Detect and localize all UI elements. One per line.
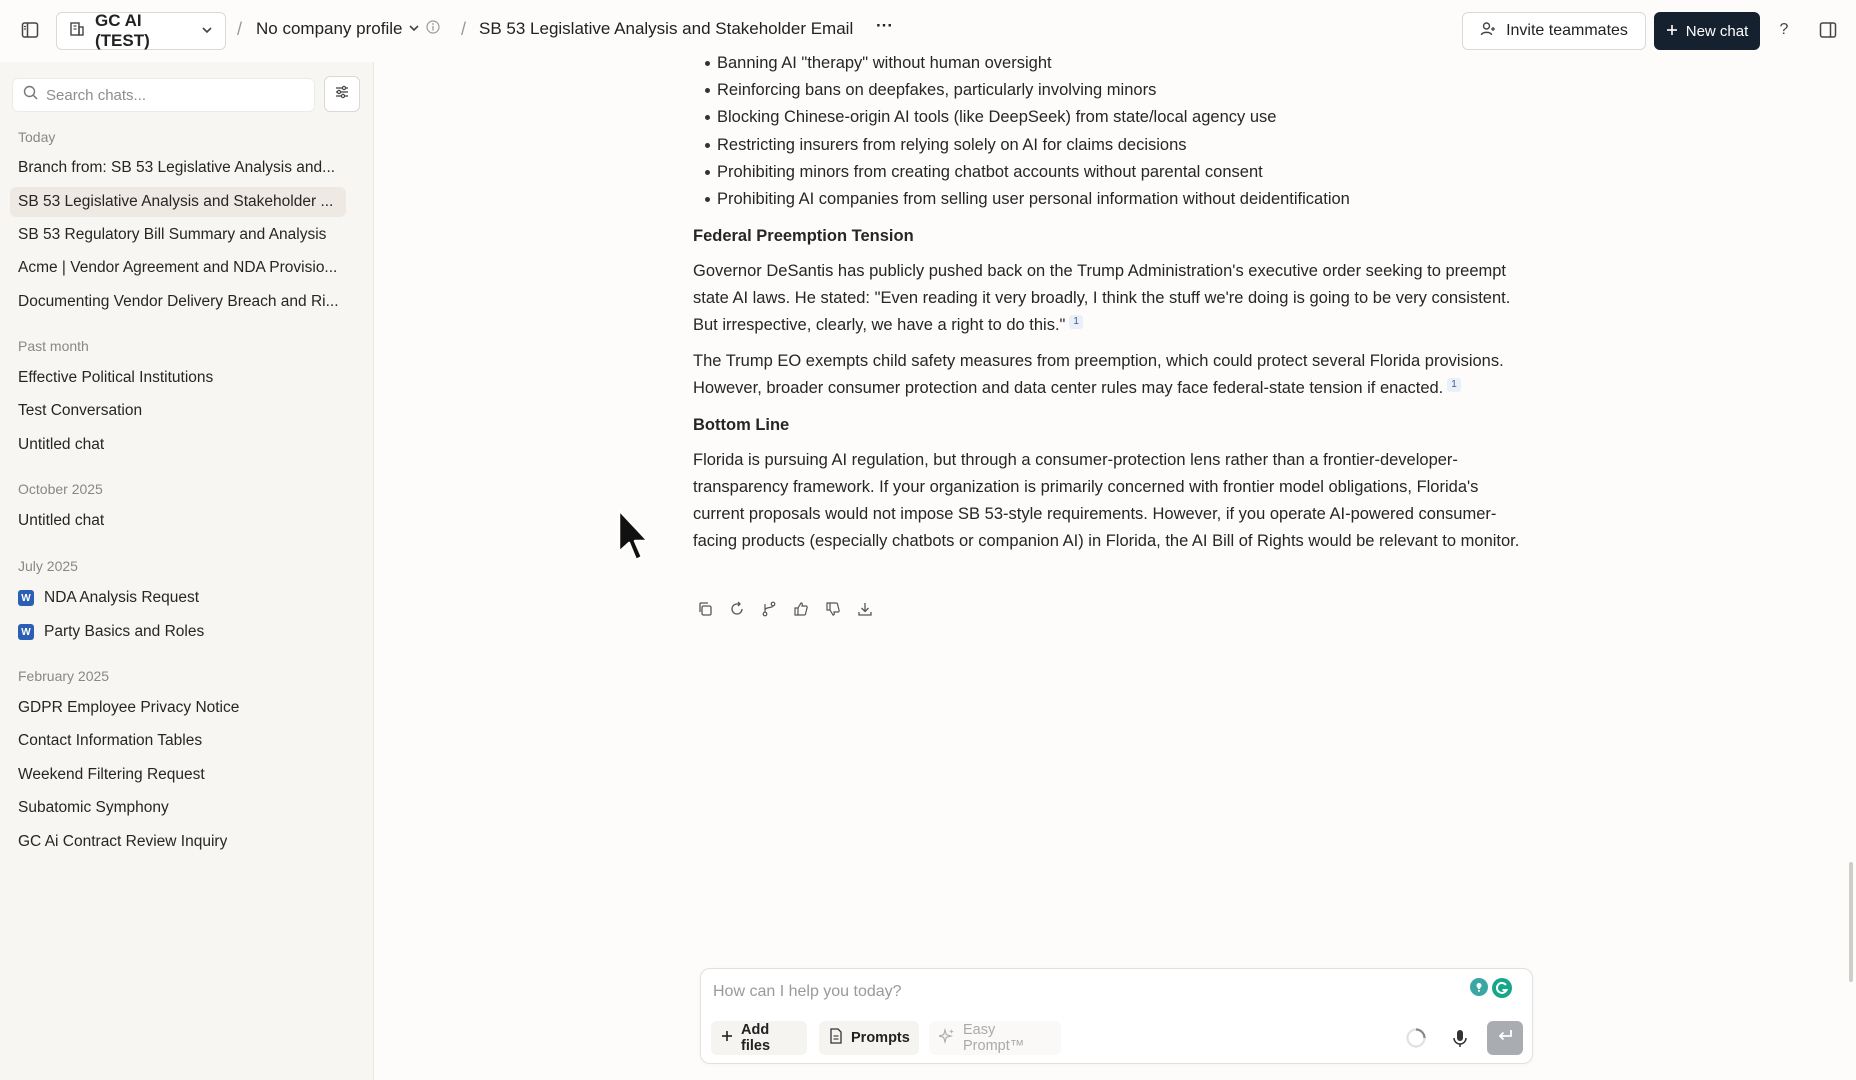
chat-item-label: SB 53 Regulatory Bill Summary and Analysis [18,226,327,243]
thumbs-down-icon[interactable] [823,596,843,622]
help-button[interactable]: ? [1779,21,1789,38]
loading-spinner-icon [1405,1027,1427,1054]
toggle-sidebar-icon[interactable] [18,18,42,42]
assistant-message [693,50,1533,564]
organization-name: GC AI (TEST) [95,11,150,50]
chat-list-item[interactable] [10,617,346,647]
chat-list-item[interactable] [10,726,346,756]
add-files-label: Add files [741,1022,771,1054]
message-actions [695,596,875,622]
chat-list-item[interactable] [10,396,346,426]
breadcrumb-separator: / [461,19,467,39]
toggle-panel-icon[interactable] [1816,18,1840,42]
chat-list-item[interactable] [10,153,346,183]
group-label-october: October 2025 [18,481,103,497]
info-icon[interactable] [426,19,440,39]
chat-item-label: Subatomic Symphony [18,799,169,816]
list-item: Prohibiting AI companies from selling user personal information without deidentification [717,186,1533,213]
chat-item-label: Untitled chat [18,512,105,529]
chat-list-item[interactable] [10,287,346,317]
chat-item-label: GDPR Employee Privacy Notice [18,699,240,716]
document-icon [829,1028,843,1048]
chat-list-item[interactable] [10,693,346,723]
plus-icon [1666,23,1678,40]
paragraph [693,258,1533,339]
filter-button[interactable] [324,76,360,112]
company-profile-selector[interactable] [256,19,440,39]
enter-icon [1496,1028,1514,1049]
new-chat-label: New chat [1685,22,1749,40]
building-icon [69,21,85,42]
section-heading: Bottom Line [693,416,790,435]
group-label-july: July 2025 [18,558,78,574]
copy-icon[interactable] [695,596,715,622]
chat-list-item[interactable] [10,220,346,250]
easy-prompt-button[interactable] [929,1021,1061,1055]
chat-item-label: Contact Information Tables [18,732,203,749]
search-box[interactable] [12,78,315,112]
mouse-cursor-icon [617,508,653,569]
paragraph [693,348,1533,402]
search-input[interactable] [46,87,304,104]
group-label-past-month: Past month [18,338,89,354]
new-chat-button[interactable] [1654,12,1760,50]
invite-label: Invite teammates [1506,22,1628,39]
chat-item-label: SB 53 Legislative Analysis and Stakeholder ... [18,193,334,210]
chat-item-label: Acme | Vendor Agreement and NDA Provisio... [18,259,338,276]
chat-title: SB 53 Legislative Analysis and Stakeholder Email [479,19,854,38]
section-heading: Federal Preemption Tension [693,227,914,246]
word-doc-icon: W [18,624,34,640]
prompts-button[interactable] [819,1021,919,1055]
lightbulb-icon[interactable] [1469,977,1489,1002]
plus-icon [721,1030,733,1046]
chat-item-label: Test Conversation [18,402,143,419]
list-item: Blocking Chinese-origin AI tools (like DeepSeek) from state/local agency use [717,104,1533,131]
thumbs-up-icon[interactable] [791,596,811,622]
chat-item-label: NDA Analysis Request [44,589,200,606]
paragraph-text: The Trump EO exempts child safety measures from preemption, which could protect several Florida provisions. However, broader consumer protection and data center rules may face federal-state tension if enacted. [693,352,1504,398]
scrollbar-thumb[interactable] [1849,862,1853,982]
list-item: Banning AI "therapy" without human oversight [717,50,1533,77]
regenerate-icon[interactable] [727,596,747,622]
group-label-today: Today [18,129,56,145]
chat-list-item[interactable] [10,363,346,393]
citation-badge[interactable]: 1 [1447,378,1461,392]
breadcrumb-separator: / [237,19,243,39]
microphone-icon[interactable] [1449,1027,1471,1054]
chat-item-label: GC Ai Contract Review Inquiry [18,833,228,850]
chat-item-label: Branch from: SB 53 Legislative Analysis and... [18,159,336,176]
sidebar [0,62,374,1080]
chat-item-label: Documenting Vendor Delivery Breach and Ri... [18,293,339,310]
send-button[interactable] [1487,1021,1523,1055]
chat-item-label: Party Basics and Roles [44,623,205,640]
list-item: Prohibiting minors from creating chatbot accounts without parental consent [717,159,1533,186]
chat-list-item[interactable] [10,583,346,613]
chevron-down-icon [408,19,420,39]
citation-badge[interactable]: 1 [1069,315,1083,329]
chat-item-label: Effective Political Institutions [18,369,214,386]
paragraph: Florida is pursuing AI regulation, but through a consumer-protection lens rather than a frontier-developer-transparency framework. If your organization is primarily concerned with frontier model obligations, Florida's current proposals would not impose SB 53-style requirements. However, if you operate AI-powered consumer-facing products (especially chatbots or companion AI) in Florida, the AI Bill of Rights would be relevant to monitor. [693,451,1520,551]
easy-prompt-label: Easy Prompt™ [963,1022,1025,1054]
bullet-list [693,50,1533,213]
chat-item-label: Untitled chat [18,436,105,453]
sliders-icon [335,85,349,104]
list-item: Restricting insurers from relying solely on AI for claims decisions [717,132,1533,159]
download-icon[interactable] [855,596,875,622]
organization-selector[interactable] [56,12,226,50]
add-user-icon [1480,21,1496,42]
chat-item-label: Weekend Filtering Request [18,766,205,783]
chat-list-item[interactable] [10,793,346,823]
paragraph-text: Governor DeSantis has publicly pushed back on the Trump Administration's executive order seeking to preempt state AI laws. He stated: "Even reading it very broadly, I think the stuff we're doing is going to be very consistent. But irrespective, clearly, we have a right to do this." [693,262,1511,335]
chevron-down-icon [201,21,213,41]
chat-list-item-active[interactable] [10,187,346,217]
more-options-button[interactable]: ··· [876,16,893,35]
chat-list-item[interactable] [10,760,346,790]
search-icon [23,85,38,105]
chat-list-item[interactable] [10,506,346,536]
chat-list-item[interactable] [10,253,346,283]
add-files-button[interactable] [711,1021,807,1055]
grammarly-icon[interactable] [1491,977,1513,1004]
list-item: Reinforcing bans on deepfakes, particularly involving minors [717,77,1533,104]
sparkle-icon [939,1028,955,1048]
chat-composer [700,968,1533,1064]
word-doc-icon: W [18,590,34,606]
group-label-february: February 2025 [18,668,110,684]
prompts-label: Prompts [851,1030,910,1046]
chat-list-item[interactable] [10,430,346,460]
chat-list-item[interactable] [10,827,346,857]
branch-icon[interactable] [759,596,779,622]
invite-teammates-button[interactable] [1462,12,1646,50]
message-input[interactable] [713,983,1413,1009]
company-profile-label: No company profile [256,19,403,38]
